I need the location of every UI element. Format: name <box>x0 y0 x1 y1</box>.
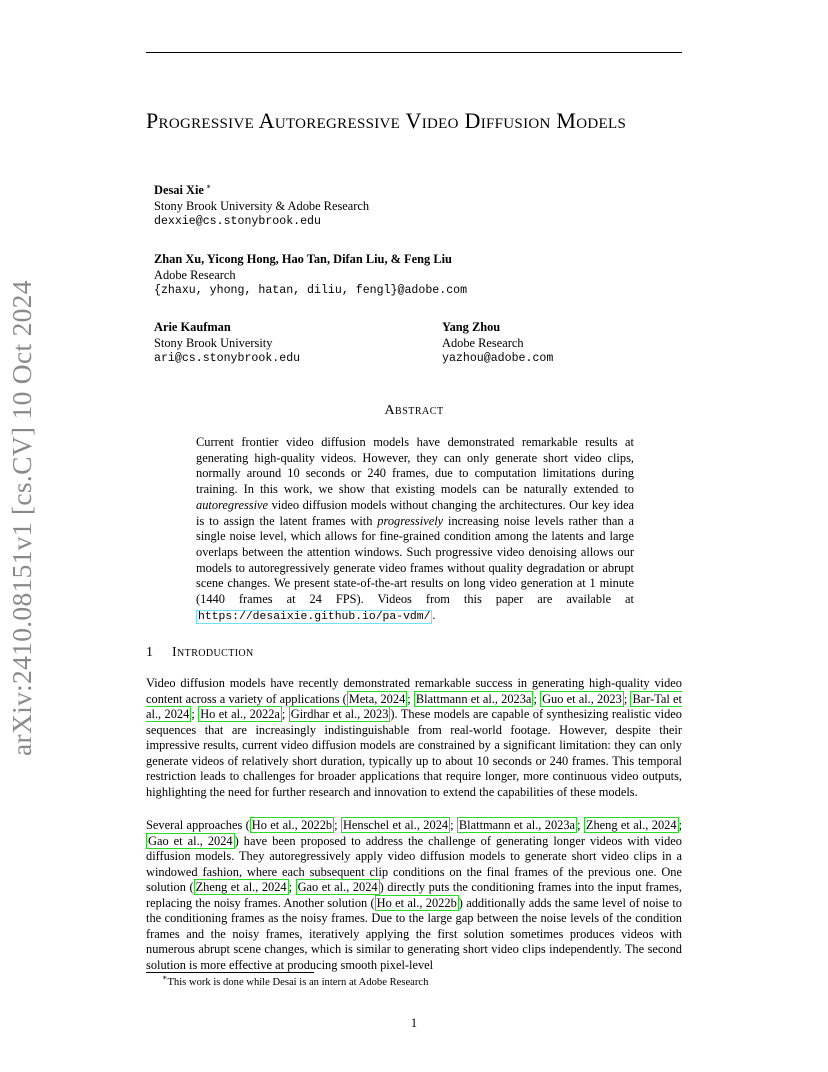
author-email: yazhou@adobe.com <box>442 352 554 365</box>
para-text: ) additionally adds the same level of noise to the conditioning frames as the noisy frames. Due to the large gap between the noise levels of the condition frames and the noisy frames, iteratively applying the first solution sometimes produces videos with numerous abrupt scene changes, which is similar to generating short video clips independently. The second solution is more effective at producing smooth pixel-level <box>146 895 682 972</box>
citation-link[interactable]: Girdhar et al., 2023 <box>290 707 389 721</box>
para-text: ) directly puts the conditioning frames into the input frames, replacing the noisy frames. Another solution ( <box>146 880 683 910</box>
author-names: Zhan Xu, Yicong Hong, Hao Tan, Difan Liu, & Feng Liu <box>154 252 452 266</box>
section-title: Introduction <box>172 645 254 660</box>
para-text: ; <box>577 818 584 832</box>
section-number: 1 <box>146 645 154 660</box>
citation-link[interactable]: Meta, 2024 <box>348 691 406 706</box>
author-block-left <box>154 319 300 367</box>
para-text: ; <box>678 818 683 832</box>
author-email: ari@cs.stonybrook.edu <box>154 352 301 365</box>
abstract-body <box>196 435 634 625</box>
author-name: Desai Xie <box>154 183 204 197</box>
author-affiliation: Stony Brook University <box>154 336 273 350</box>
abstract-text: increasing noise levels rather than a single noise level, which allows for fine-grained condition among the latents and large overlaps between the attention windows. Such progressive video denoising allows our models to autoregressively generate video frames without quality degradation or abrupt scene changes. We present state-of-the-art results on long video generation at 1 minute (1440 frames at 24 FPS). Videos from this paper are available at <box>196 513 634 607</box>
citation-link[interactable]: Guo et al., 2023 <box>542 691 622 706</box>
author-block-right <box>442 319 553 367</box>
arxiv-id: arXiv:2410.08151v1 [cs.CV] 10 Oct 2024 <box>6 280 37 756</box>
footnote <box>160 973 429 989</box>
footnote-text: This work is done while Desai is an intern at Adobe Research <box>167 977 429 988</box>
para-text: ; <box>281 707 289 721</box>
para-text: ; <box>450 818 457 832</box>
author-name: Arie Kaufman <box>154 320 231 334</box>
author-affiliation: Stony Brook University & Adobe Research <box>154 199 370 213</box>
para-text: ; <box>334 818 341 832</box>
paper-title: Progressive Autoregressive Video Diffusion Models <box>146 108 627 133</box>
abstract-emphasis: autoregressive <box>196 497 269 512</box>
author-block-first <box>154 182 369 230</box>
page-number: 1 <box>410 1016 418 1030</box>
citation-link[interactable]: Bar-Tal et al., 2024 <box>146 691 682 721</box>
footnote-mark: ∗ <box>162 973 168 983</box>
para-text: ; <box>533 691 541 706</box>
citation-link[interactable]: Gao et al., 2024 <box>297 880 378 894</box>
author-email: {zhaxu, yhong, hatan, diliu, fengl}@adobe.com <box>154 284 468 297</box>
author-email: dexxie@cs.stonybrook.edu <box>154 215 321 228</box>
section-heading-introduction <box>146 645 254 661</box>
citation-link[interactable]: Ho et al., 2022b <box>376 895 457 910</box>
para-text: ; <box>623 691 631 706</box>
footnote-mark: ∗ <box>205 181 212 191</box>
footnote-rule <box>146 972 314 973</box>
abstract-text: Current frontier video diffusion models have demonstrated remarkable results at generating high-quality videos. However, they can only generate short video clips, normally around 10 seconds or 240 frames, due to computation limitations during training. In this work, we show that existing models can be naturally extended to <box>196 435 634 497</box>
abstract-heading: Abstract <box>384 403 444 418</box>
citation-link[interactable]: Zheng et al., 2024 <box>585 818 677 832</box>
intro-paragraph-1 <box>146 676 682 800</box>
abstract-text: . <box>432 607 436 622</box>
para-text: Several approaches ( <box>146 818 250 832</box>
author-block-group <box>154 251 467 299</box>
project-url-link[interactable]: https://desaixie.github.io/pa-vdm/ <box>198 610 431 623</box>
citation-link[interactable]: Ho et al., 2022b <box>251 818 333 832</box>
author-affiliation: Adobe Research <box>154 268 236 282</box>
abstract-emphasis: progressively <box>377 513 444 528</box>
citation-link[interactable]: Gao et al., 2024 <box>148 833 233 848</box>
para-text: ). These models are capable of synthesizing realistic video sequences that are increasingly indistinguishable from real-world footage. However, despite their impressive results, current video diffusion models are constrained by a significant limitation: they can only generate videos of relatively short duration, typically up to about 10 seconds or 240 frames. This temporal restriction leads to challenges for broader applications that require longer, more continuous video outputs, highlighting the need for further research and innovation to extend the capabilities of these models. <box>146 707 683 799</box>
author-affiliation: Adobe Research <box>442 336 524 350</box>
citation-link[interactable]: Blattmann et al., 2023a <box>415 691 532 706</box>
citation-link[interactable]: Henschel et al., 2024 <box>342 818 449 832</box>
para-text: Video diffusion models have recently demonstrated remarkable success in generating high-quality video content across a variety of applications ( <box>146 676 682 706</box>
abstract-text: video diffusion models without changing the architectures. Our key idea is to assign the latent frames with <box>196 497 634 528</box>
para-text: ) have been proposed to address the challenge of generating longer videos with video diffusion models. They autoregressively apply video diffusion models to generate short video clips in a windowed fashion, where each subsequent clip conditions on the final frames of the previous one. One solution ( <box>146 833 683 894</box>
intro-paragraph-2 <box>146 818 682 973</box>
header-rule <box>146 52 682 53</box>
citation-link[interactable]: Zheng et al., 2024 <box>195 880 287 894</box>
citation-link[interactable]: Ho et al., 2022a <box>200 707 280 721</box>
para-text: ; <box>407 691 414 706</box>
para-text: ; <box>191 707 199 721</box>
citation-link[interactable]: Blattmann et al., 2023a <box>458 818 576 832</box>
para-text: ; <box>288 880 296 894</box>
author-name: Yang Zhou <box>442 320 501 334</box>
